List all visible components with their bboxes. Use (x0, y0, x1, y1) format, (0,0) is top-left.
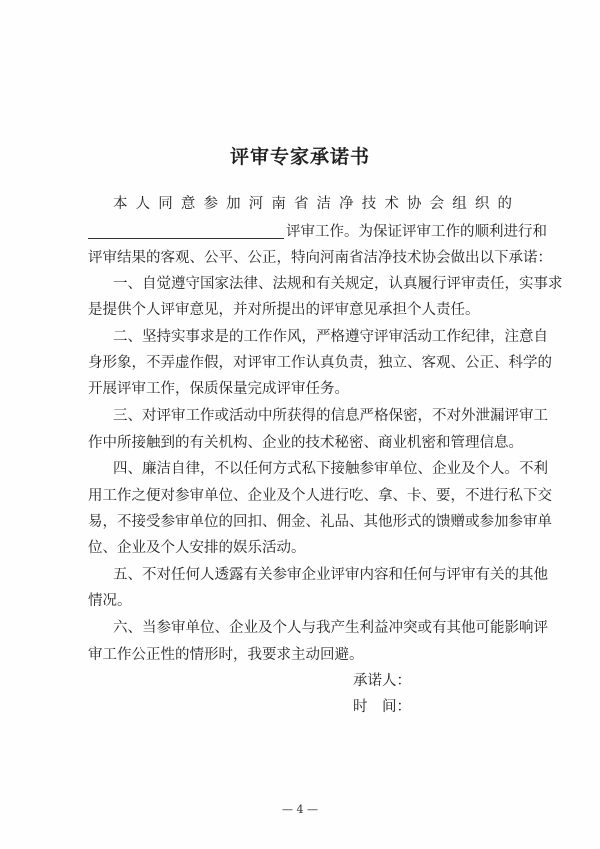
item-4-line-1: 四、廉洁自律，不以任何方式私下接触参审单位、企业及个人。不利 (113, 461, 548, 477)
promiser-label: 承诺人： (353, 673, 411, 689)
item-5-line-1: 五、不对任何人透露有关参审企业评审内容和任何与评审有关的其他 (113, 567, 548, 583)
blank-fill-line (88, 222, 284, 239)
date-label: 时 间： (353, 699, 411, 715)
intro-line-2-text: 评审工作。为保证评审工作的顺利进行和 (286, 224, 547, 240)
item-2-line-3: 开展评审工作，保质保量完成评审任务。 (88, 381, 349, 397)
item-2-line-2: 身形象，不弄虚作假，对评审工作认真负责，独立、客观、公正、科学的 (88, 355, 552, 371)
item-2-line-1: 二、坚持实事求是的工作作风，严格遵守评审活动工作纪律，注意自 (113, 329, 548, 345)
intro-line-1: 本人同意参加河南省洁净技术协会组织的 (113, 196, 512, 212)
item-6-line-2: 审工作公正性的情形时，我要求主动回避。 (88, 647, 364, 663)
page-number: — 4 — (282, 803, 318, 816)
page-title: 评审专家承诺书 (229, 146, 370, 168)
item-4-line-4: 位、企业及个人安排的娱乐活动。 (88, 540, 306, 556)
intro-line-3: 评审结果的客观、公平、公正，特向河南省洁净技术协会做出以下承诺： (88, 250, 552, 266)
item-1-line-1: 一、自觉遵守国家法律、法规和有关规定，认真履行评审责任，实事求 (113, 276, 563, 292)
item-5-line-2: 情况。 (88, 593, 132, 609)
item-6-line-1: 六、当参审单位、企业及个人与我产生利益冲突或有其他可能影响评 (113, 620, 548, 636)
item-1-line-2: 是提供个人评审意见，并对所提出的评审意见承担个人责任。 (88, 302, 480, 318)
item-3-line-1: 三、对评审工作或活动中所获得的信息严格保密，不对外泄漏评审工 (113, 408, 548, 424)
item-4-line-2: 用工作之便对参审单位、企业及个人进行吃、拿、卡、要，不进行私下交 (88, 488, 552, 504)
item-3-line-2: 作中所接触到的有关机构、企业的技术秘密、商业机密和管理信息。 (88, 435, 523, 451)
item-4-line-3: 易，不接受参审单位的回扣、佣金、礼品、其他形式的馈赠或参加参审单 (88, 514, 552, 530)
